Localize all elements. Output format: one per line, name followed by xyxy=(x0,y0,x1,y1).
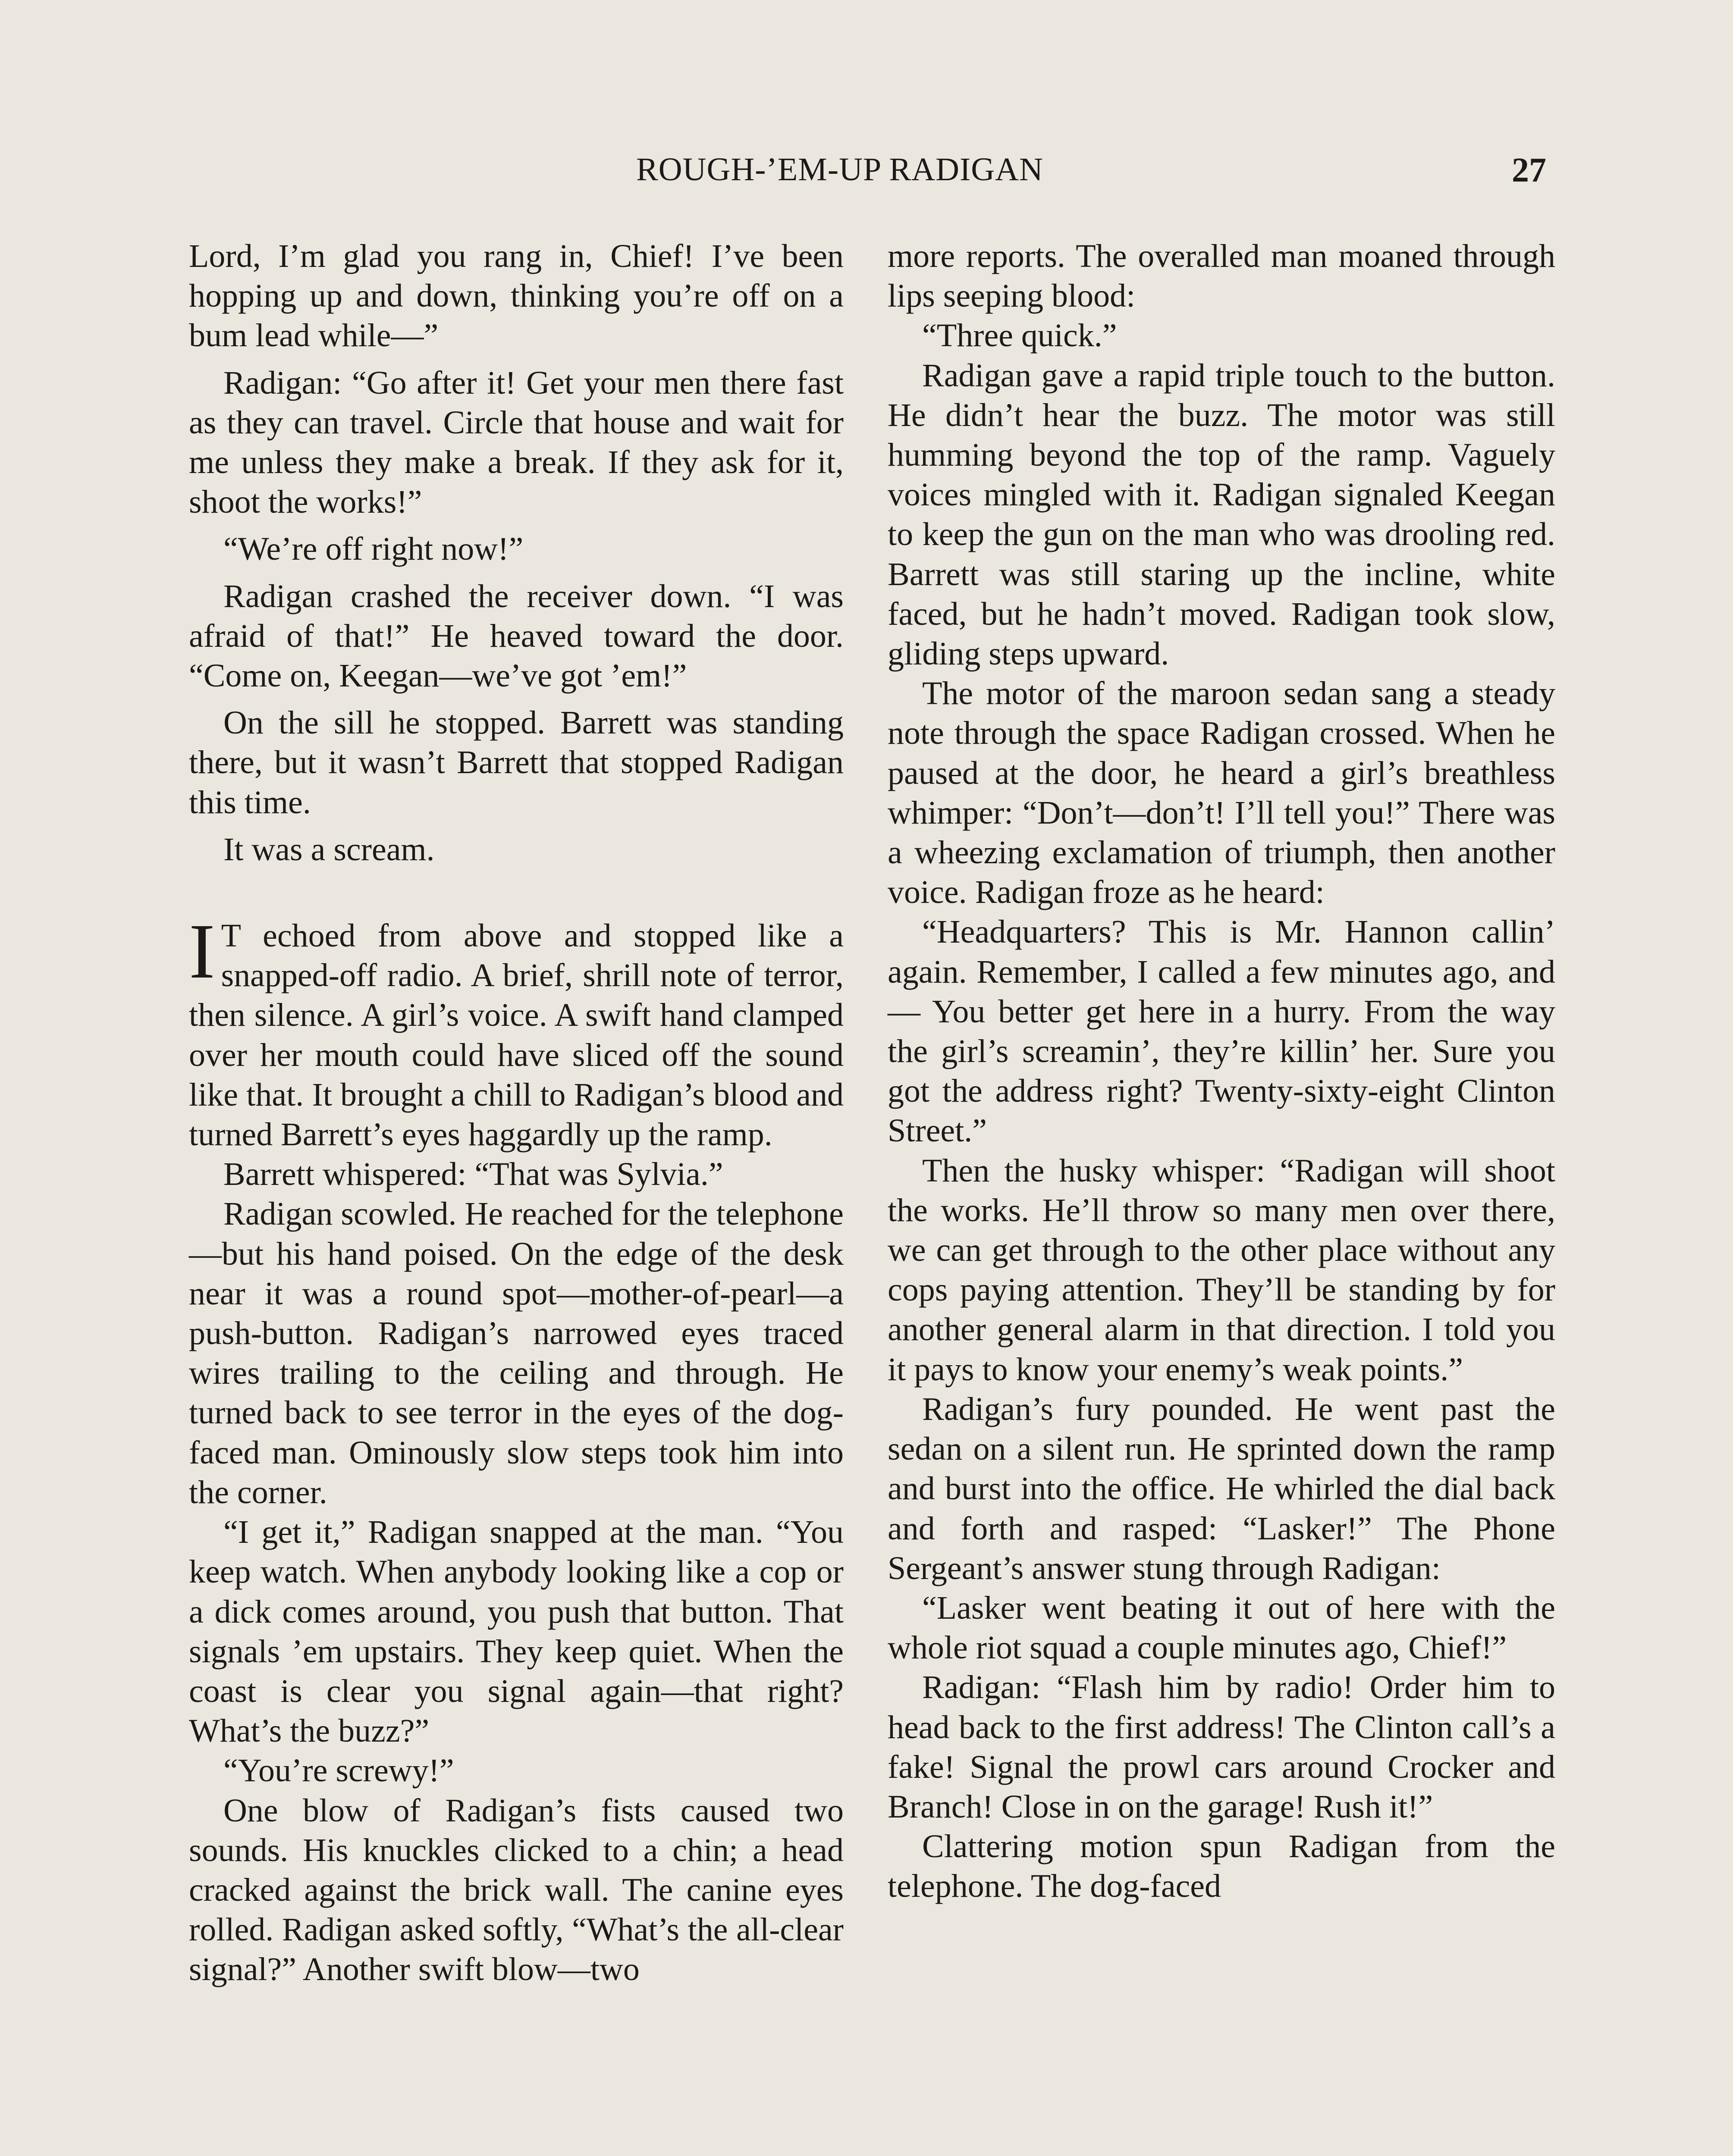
paragraph: On the sill he stopped. Barrett was standing there, but it wasn’t Barrett that stopped Radigan this time. xyxy=(189,705,844,821)
paragraph: Then the husky whisper: “Radigan will shoot the works. He’ll throw so many men over there, we can get through to the other place without any cops paying attention. They’ll be standing by for another general alarm in that direction. I told you it pays to know your enemy’s weak points.” xyxy=(888,1152,1555,1388)
running-head: ROUGH-’EM-UP RADIGAN xyxy=(636,151,1043,188)
paragraph: The motor of the maroon sedan sang a steady note through the space Radigan crossed. When he paused at the door, he heard a girl’s breathless whimper: “Don’t—don’t! I’ll tell you!” There was a wheezing exclamation of triumph, then another voice. Radigan froze as he heard: xyxy=(888,675,1555,911)
left-column xyxy=(189,236,844,1990)
paragraph: more reports. The overalled man moaned through lips seeping blood: xyxy=(888,238,1555,314)
paragraph: “Three quick.” xyxy=(922,317,1117,354)
paragraph: “We’re off right now!” xyxy=(223,531,524,567)
paragraph: “I get it,” Radigan snapped at the man. “You keep watch. When anybody looking like a cop or a dick comes around, you push that button. That signals ’em upstairs. They keep quiet. When the coast is clear you signal again—that right? What’s the buzz?” xyxy=(189,1514,844,1749)
paragraph: Radigan scowled. He reached for the telephone—but his hand poised. On the edge of the desk near it was a round spot—mother-of-pearl—a push-button. Radigan’s narrowed eyes traced wires trailing to the ceiling and through. He turned back to see terror in the eyes of the dog-faced man. Ominously slow steps took him into the corner. xyxy=(189,1196,844,1510)
paragraph: Barrett whispered: “That was Sylvia.” xyxy=(223,1156,723,1193)
paragraph: It was a scream. xyxy=(223,831,435,868)
section-opening-text: T echoed from above and stopped like a snapped-off radio. A brief, shrill note of terror, then silence. A girl’s voice. A swift hand clamped over her mouth could have sliced off the sound like that. It brought a chill to Radigan’s blood and turned Barrett’s eyes haggardly up the ramp. xyxy=(189,918,844,1153)
paragraph: One blow of Radigan’s fists caused two sounds. His knuckles clicked to a chin; a head cracked against the brick wall. The canine eyes rolled. Radigan asked softly, “What’s the all-clear signal?” Another swift blow—two xyxy=(189,1792,844,1988)
paragraph: “Lasker went beating it out of here with the whole riot squad a couple minutes ago, Chief!” xyxy=(888,1589,1555,1666)
paragraph: “Headquarters? This is Mr. Hannon callin’ again. Remember, I called a few minutes ago, and— You better get here in a hurry. From the way the girl’s screamin’, they’re killin’ her. Sure you got the address right? Twenty-sixty-eight Clinton Street.” xyxy=(888,914,1555,1149)
paragraph: Radigan gave a rapid triple touch to the button. He didn’t hear the buzz. The motor was still humming beyond the top of the ramp. Vaguely voices mingled with it. Radigan signaled Keegan to keep the gun on the man who was drooling red. Barrett was still staring up the incline, white faced, but he hadn’t moved. Radigan took slow, gliding steps upward. xyxy=(888,357,1555,672)
paragraph: “You’re screwy!” xyxy=(223,1752,454,1789)
right-column xyxy=(888,236,1555,1906)
paragraph: Radigan: “Flash him by radio! Order him to head back to the first address! The Clinton call’s a fake! Signal the prowl cars around Crocker and Branch! Close in on the garage! Rush it!” xyxy=(888,1669,1555,1825)
paragraph: Radigan’s fury pounded. He went past the sedan on a silent run. He sprinted down the ramp and burst into the office. He whirled the dial back and forth and rasped: “Lasker!” The Phone Sergeant’s answer stung through Radigan: xyxy=(888,1391,1555,1586)
page-number: 27 xyxy=(1512,151,1546,189)
paragraph: Radigan crashed the receiver down. “I was afraid of that!” He heaved toward the door. “Come on, Keegan—we’ve got ’em!” xyxy=(189,578,844,694)
drop-cap: I xyxy=(189,908,215,995)
paragraph: Clattering motion spun Radigan from the telephone. The dog-faced xyxy=(888,1828,1555,1905)
paragraph: Lord, I’m glad you rang in, Chief! I’ve been hopping up and down, thinking you’re off on a bum lead while—” xyxy=(189,238,844,354)
paragraph: Radigan: “Go after it! Get your men there fast as they can travel. Circle that house and wait for me unless they make a break. If they ask for it, shoot the works!” xyxy=(189,364,844,520)
section-opening-paragraph xyxy=(189,908,844,1154)
